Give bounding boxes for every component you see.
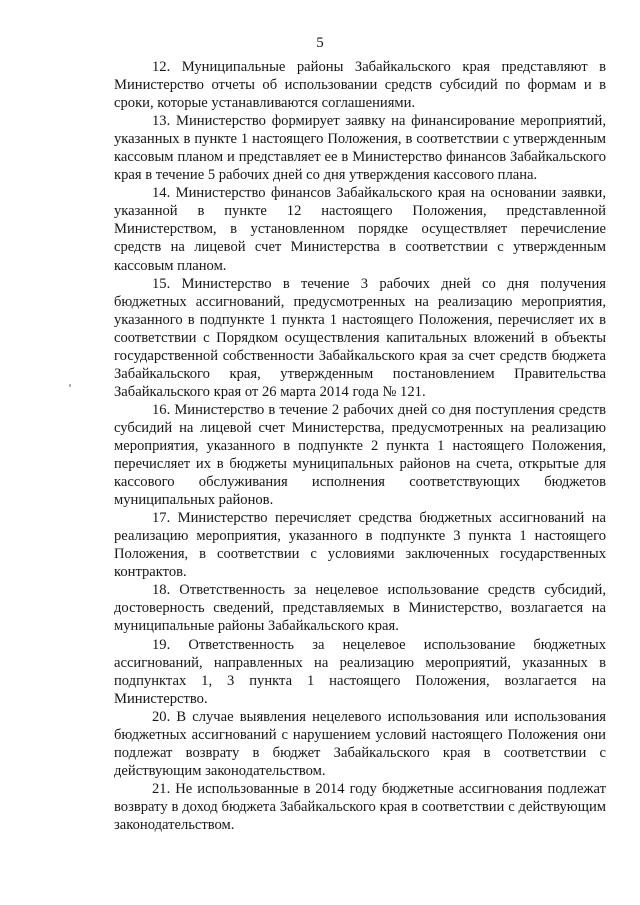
paragraph-17: 17. Министерство перечисляет средства бюджетных ассигнований на реализацию мероприятия, указанного в подпункте 3 пункта 1 настоящего Положения, в соответствии с условиями заключенных государственных контрактов. [114, 510, 606, 581]
paragraph-18: 18. Ответственность за нецелевое использование средств субсидий, достоверность сведений, представляемых в Министерство, возлагается на муниципальные районы Забайкальского края. [114, 582, 606, 635]
paragraph-14: 14. Министерство финансов Забайкальского края на основании заявки, указанной в пункте 12 настоящего Положения, представленной Министерством, в установленном порядке осуществляет перечисление средств на лицевой счет Министерства в соответствии с утвержденным кассовым планом. [114, 185, 606, 274]
scan-mark [69, 384, 71, 387]
paragraph-13: 13. Министерство формирует заявку на финансирование мероприятий, указанных в пункте 1 настоящего Положения, в соответствии с утвержденным кассовым планом и представляет ее в Министерство финансов Забайкальского края в течение 5 рабочих дней со дня утверждения кассового плана. [114, 113, 606, 184]
paragraph-12: 12. Муниципальные районы Забайкальского края представляют в Министерство отчеты об использовании средств субсидий по формам и в сроки, которые устанавливаются соглашениями. [114, 59, 606, 112]
paragraph-15: 15. Министерство в течение 3 рабочих дней со дня получения бюджетных ассигнований, предусмотренных на реализацию мероприятия, указанного в подпункте 1 пункта 1 настоящего Положения, перечисляет их в соответствии с Порядком осуществления капитальных вложений в объекты государственной собственности Забайкальского края за счет средств бюджета Забайкальского края, утвержденным постановлением Правительства Забайкальского края от 26 марта 2014 года № 121. [114, 275, 606, 400]
page-number: 5 [316, 35, 324, 51]
document-body [114, 58, 606, 834]
paragraph-19: 19. Ответственность за нецелевое использование бюджетных ассигнований, направленных на реализацию мероприятий, указанных в подпунктах 1, 3 пункта 1 настоящего Положения, возлагается на Министерство. [114, 636, 606, 707]
paragraph-16: 16. Министерство в течение 2 рабочих дней со дня поступления средств субсидий на лицевой счет Министерства, предусмотренных на реализацию мероприятия, указанного в подпункте 2 пункта 1 настоящего Положения, перечисляет их в бюджеты муниципальных районов на счета, открытые для кассового обслуживания исполнения соответствующих бюджетов муниципальных районов. [114, 401, 606, 509]
paragraph-21: 21. Не использованные в 2014 году бюджетные ассигнования подлежат возврату в доход бюджета Забайкальского края в соответствии с действующим законодательством. [114, 780, 606, 833]
paragraph-20: 20. В случае выявления нецелевого использования или использования бюджетных ассигнований с нарушением условий настоящего Положения они подлежат возврату в бюджет Забайкальского края в соответствии с действующим законодательством. [114, 708, 606, 779]
